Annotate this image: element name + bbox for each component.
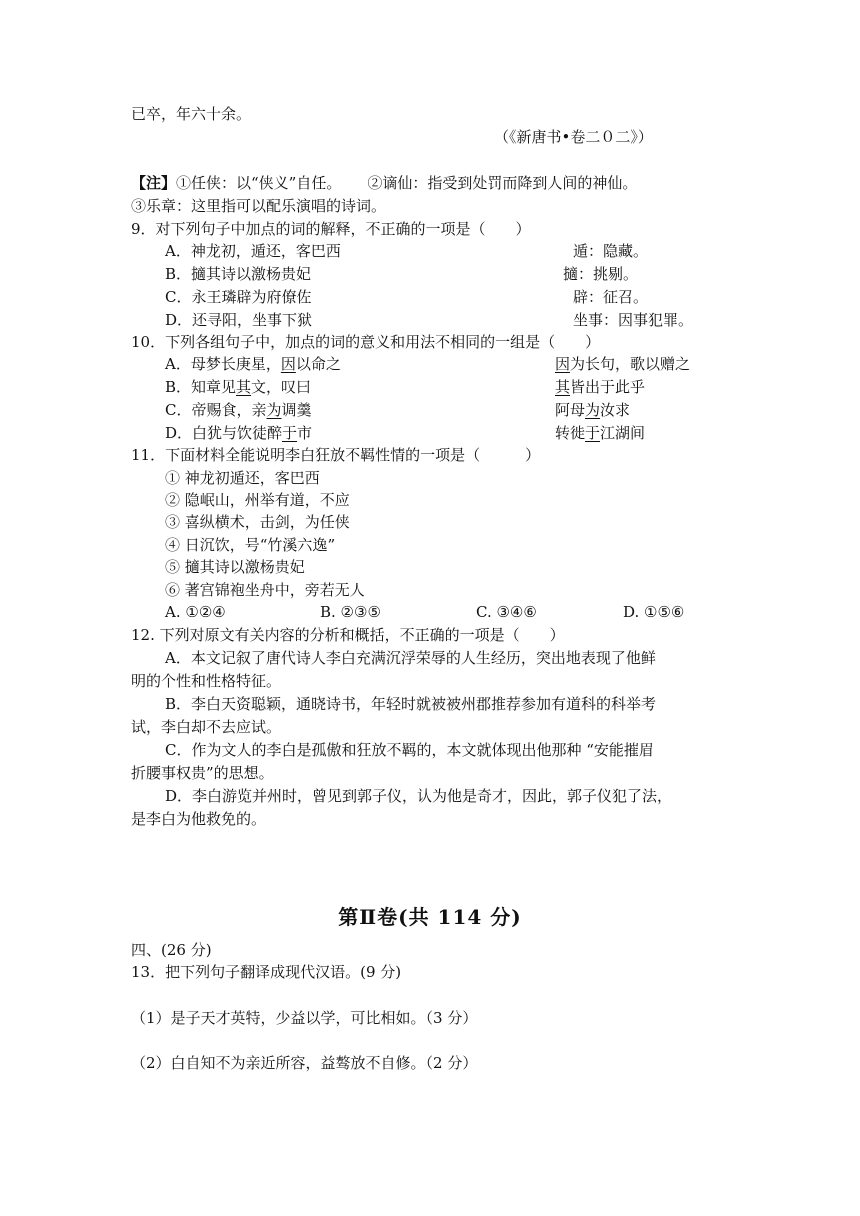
- note-2: ②谪仙：指受到处罚而降到人间的神仙。: [367, 174, 638, 192]
- source-citation: （《新唐书•卷二０二》）: [494, 128, 653, 146]
- q11-item: ④ 日沉饮，号“竹溪六逸”: [165, 536, 336, 554]
- q10-option-d-right: 转徙于江湖间: [555, 424, 646, 442]
- q12-option-c-line2: 折腰事权贵”的思想。: [131, 764, 274, 782]
- q10-option-b-left: B．知章见其文，叹曰: [165, 378, 312, 396]
- q12-option-a-line2: 明的个性和性格特征。: [131, 672, 282, 690]
- dotted-word: 于: [282, 424, 298, 442]
- dotted-word: 为: [266, 401, 282, 419]
- q9-option-c-gloss: 辟：征召。: [573, 288, 649, 306]
- q11-item: ⑤ 擿其诗以激杨贵妃: [165, 558, 305, 576]
- q11-choice-d: D. ①⑤⑥: [623, 603, 685, 621]
- q9-option-d-gloss: 坐事：因事犯罪。: [573, 311, 694, 329]
- dotted-word: 因: [555, 355, 571, 373]
- q13-sub-1: （1）是子天才英特，少益以学，可比相如。（3 分）: [131, 1009, 478, 1027]
- q10-option-a-right: 因为长句，歌以赠之: [555, 355, 691, 373]
- q11-choice-a: A. ①②④: [165, 603, 226, 621]
- q10-stem: 10．下列各组句子中，加点的词的意义和用法不相同的一组是（ ）: [131, 333, 601, 351]
- q10-option-a-left: A．母梦长庚星，因以命之: [165, 355, 341, 373]
- q10-option-c-right: 阿母为汝求: [555, 401, 631, 419]
- dotted-word: 于: [585, 424, 601, 442]
- q12-option-d-line1: D．李白游览并州时，曾见到郭子仪，认为他是奇才，因此，郭子仪犯了法，: [165, 787, 673, 805]
- q9-option-a: A．神龙初，遁还，客巴西: [165, 242, 341, 260]
- q11-stem: 11．下面材料全能说明李白狂放不羁性情的一项是（ ）: [131, 446, 541, 464]
- q9-option-c: C．永王璘辟为府僚佐: [165, 288, 312, 306]
- note-3: ③乐章：这里指可以配乐演唱的诗词。: [131, 197, 387, 215]
- q9-option-a-gloss: 遁：隐藏。: [573, 242, 649, 260]
- q10-option-c-left: C．帝赐食，亲为调羹: [165, 401, 312, 419]
- q12-stem: 12. 下列对原文有关内容的分析和概括，不正确的一项是（ ）: [131, 626, 565, 644]
- q13-sub-2: （2）白自知不为亲近所容，益骜放不自修。（2 分）: [131, 1054, 478, 1072]
- q9-option-d: D．还寻阳，坐事下狱: [165, 311, 313, 329]
- q9-option-b-gloss: 擿：挑剔。: [563, 265, 639, 283]
- q12-option-a-line1: A．本文记叙了唐代诗人李白充满沉浮荣辱的人生经历，突出地表现了他鲜: [165, 649, 656, 667]
- notes-line-1: [131, 173, 637, 193]
- q10-option-d-left: D．白犹与饮徒醉于市: [165, 424, 313, 442]
- q12-option-c-line1: C．作为文人的李白是孤傲和狂放不羁的，本文就体现出他那种 “安能摧眉: [165, 741, 654, 759]
- q9-stem: 9．对下列句子中加点的词的解释，不正确的一项是（ ）: [131, 220, 531, 238]
- q11-choice-c: C. ③④⑥: [476, 603, 537, 621]
- dotted-word: 为: [585, 401, 601, 419]
- q9-option-b: B．擿其诗以激杨贵妃: [165, 265, 312, 283]
- q13-stem: 13．把下列句子翻译成现代汉语。(9 分): [131, 963, 402, 981]
- section-part-heading: 四、(26 分): [131, 941, 212, 959]
- q12-option-d-line2: 是李白为他救免的。: [131, 810, 267, 828]
- q11-item: ② 隐岷山，州举有道，不应: [165, 491, 350, 509]
- q11-item: ① 神龙初遁还，客巴西: [165, 469, 320, 487]
- q10-option-b-right: 其皆出于此乎: [555, 378, 646, 396]
- notes-label: 【注】: [131, 174, 177, 192]
- passage-tail-text: 已卒，年六十余。: [131, 105, 252, 123]
- dotted-word: 其: [555, 378, 571, 396]
- q12-option-b-line1: B．李白天资聪颖，通晓诗书，年轻时就被被州郡推荐参加有道科的科举考: [165, 695, 657, 713]
- dotted-word: 其: [236, 378, 252, 396]
- dotted-word: 因: [280, 355, 296, 373]
- section-title: 第Ⅱ卷(共 114 分): [338, 905, 522, 929]
- note-1: ①任侠：以“侠义”自任。: [176, 174, 342, 192]
- q11-choice-b: B. ②③⑤: [320, 603, 381, 621]
- q11-item: ⑥ 著宫锦袍坐舟中，旁若无人: [165, 581, 365, 599]
- q12-option-b-line2: 试，李白却不去应试。: [131, 718, 282, 736]
- q11-item: ③ 喜纵横术，击剑，为任侠: [165, 513, 350, 531]
